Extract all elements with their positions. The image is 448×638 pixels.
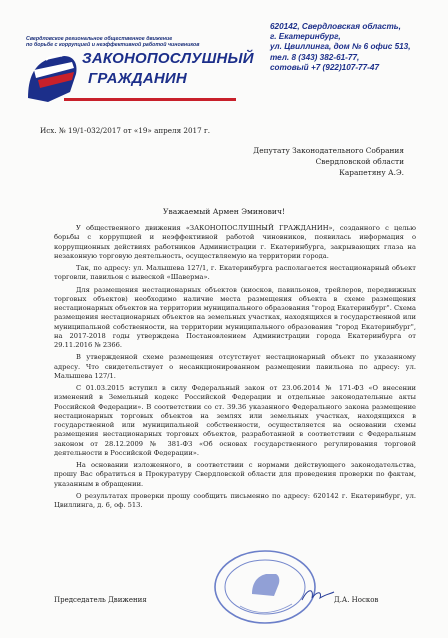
paragraph: На основании изложенного, в соответствии с нормами действующего законодательства, прошу Вас обратиться в Прокуратуру Свердловской области для проведения проверки по фактам, указанным в обращении. <box>54 461 416 488</box>
signatory-name: Д.А. Носков <box>334 596 379 604</box>
recipient-line: Депутату Законодательного Собрания <box>253 146 404 155</box>
outgoing-ref: Исх. № 19/1-032/2017 от «19» апреля 2017 г. <box>40 126 211 135</box>
logo-red-bar <box>64 98 236 101</box>
logo-line-2: ГРАЖДАНИН <box>88 70 187 87</box>
address-line: тел. 8 (343) 382-61-77, <box>270 52 360 62</box>
address-line: 620142, Свердловская область, <box>270 22 401 31</box>
signature-icon <box>300 586 336 604</box>
org-line-2: по борьбе с коррупцией и неэффективной работой чиновников <box>26 42 200 48</box>
header-address <box>270 22 411 73</box>
logo <box>24 44 254 104</box>
paragraph: Так, по адресу: ул. Малышева 127/1, г. Екатеринбурга располагается нестационарный объект торговли, павильон с вывеской «Шаверма». <box>54 264 416 282</box>
paragraph: О результатах проверки прошу сообщить письменно по адресу: 620142 г. Екатеринбург, ул. Цвиллинга, д. 6, оф. 513. <box>54 491 416 509</box>
greeting: Уважаемый Армен Эминович! <box>162 207 286 216</box>
address-line: сотовый +7 (922)107-77-47 <box>270 62 379 72</box>
paragraph: С 01.03.2015 вступил в силу Федеральный закон от 23.06.2014 № 171-ФЗ «О внесении изменений в Земельный кодекс Российской Федерации и отдельные законодательные акты Российской Федерации». В соответствии со ст. 39.36 указанного Федерального закона размещение нестационарных торговых объектов на землях или земельных участках, находящихся в государственной или муниципальной собственности, осуществляется на основании схемы размещения нестационарных торговых объектов, разработанной в соответствии с Федеральным законом от 28.12.2009 № 381-ФЗ «Об основах государственного регулирования торговой деятельности в Российской Федерации». <box>54 384 416 457</box>
signatory-title: Председатель Движения <box>54 596 147 604</box>
paragraph: Для размещения нестационарных объектов (киосков, павильонов, трейлеров, передвижных торговых объектов) необходимо наличие места размещения объекта в схеме размещения нестационарных объектов на территории муниципального образования "город Екатеринбург". Схема размещения нестационарных объектов на земельных участках, находящихся в государственной или муниципальной собственности, на территории муниципального образования "город Екатеринбург", на 2017-2018 годы утверждена Постановлением Администрации города Екатеринбурга от 29.11.2016 № 2366. <box>54 285 416 349</box>
recipient-line: Свердловской области <box>315 156 404 166</box>
address-line: г. Екатеринбург, <box>270 32 341 42</box>
paragraph: В утвержденной схеме размещения отсутствует нестационарный объект по указанному адресу. Что свидетельствует о несанкционированном размещении павильона по адресу: ул. Малышева 127/1. <box>54 353 416 380</box>
letter-body <box>54 224 416 510</box>
recipient-line: Карапетяну А.Э. <box>339 167 404 177</box>
recipient-block <box>253 146 404 178</box>
logo-line-1: ЗАКОНОПОСЛУШНЫЙ <box>82 50 254 67</box>
org-line-1: Свердловское региональное общественное движение <box>26 36 173 42</box>
paragraph: У общественного движения «ЗАКОНОПОСЛУШНЫЙ ГРАЖДАНИН», созданного с целью борьбы с коррупцией и неэффективной работой чиновников, появилась информация о коррупционных действиях работников Администрации г. Екатеринбурга, закрывающих глаза на незаконную торговую деятельность, осуществляемую на территории города. <box>54 224 416 260</box>
address-line: ул. Цвиллинга, дом № 6 офис 513, <box>270 42 411 52</box>
